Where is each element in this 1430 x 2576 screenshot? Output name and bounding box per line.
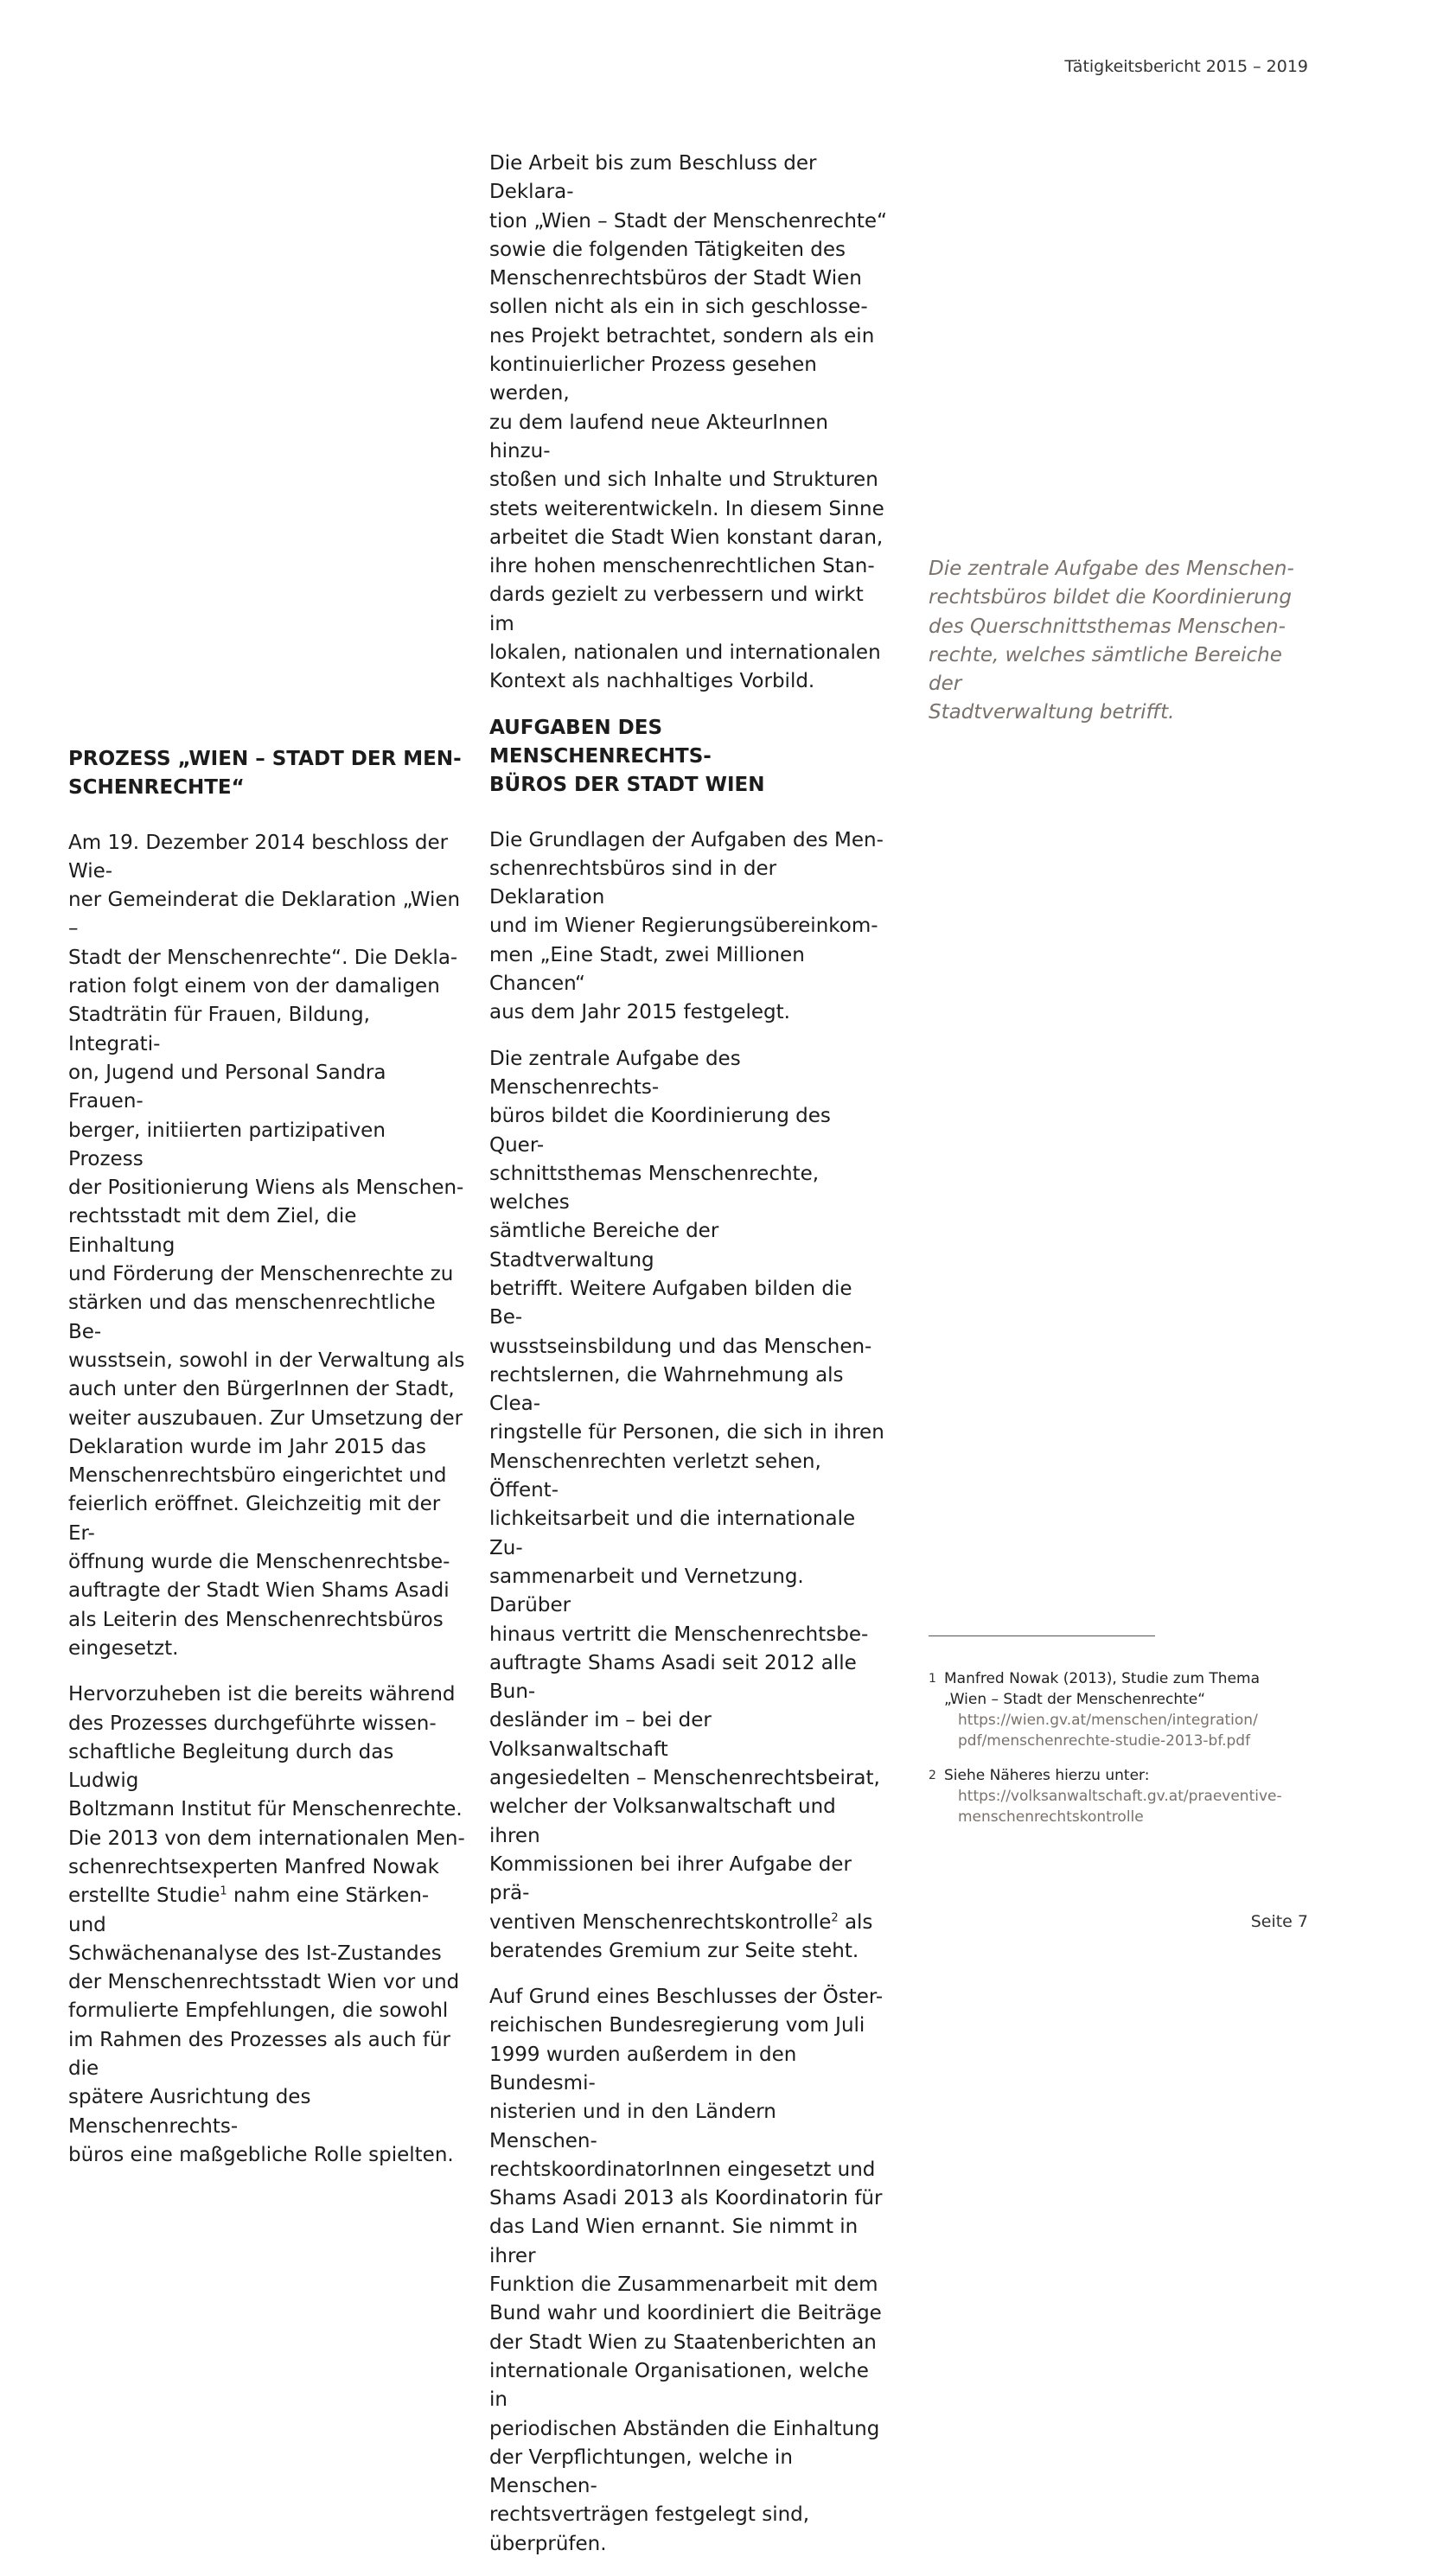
footnote-number: 1 — [929, 1672, 936, 1686]
paragraph-text: nahm eine Stärken- und Schwächenanalyse des Ist-Zustandes der Menschenrechtsstadt Wien vor und formulierte Empfehlungen, die sowohl im Rahmen des Prozesses als auch für die spätere Ausrichtung des Menschenrechts- büros eine maßgebliche Rolle spielten. — [68, 1884, 460, 2166]
middle-column — [489, 150, 887, 2576]
paragraph-text: als beratendes Gremium zur Seite steht. — [489, 1910, 873, 1962]
body-paragraph: Die Grundlagen der Aufgaben des Men- schenrechtsbüros sind in der Deklaration und im Wiener Regierungsübereinkom- men „Eine Stadt, zwei Millionen Chancen“ aus dem Jahr 2015 festgelegt. — [489, 828, 884, 1024]
right-column — [929, 555, 1309, 745]
footnote-item — [929, 1668, 1309, 1751]
paragraph-text: Die zentrale Aufgabe des Menschenrechts- büros bildet die Koordinierung des Quer- schnittsthemas Menschenrechte, welches sämtliche Bereiche der Stadtverwaltung betrifft. Weitere Aufgaben bilden die Be- wusstseinsbildung und das Menschen- rechtslernen, die Wahrnehmung als Clea- ringstelle für Personen, die sich in ihren Menschenrechten verletzt sehen, Öffent- lichkeitsarbeit und die internationale Zu- sammenarbeit und Vernetzung. Darüber hinaus vertritt die Menschenrechtsbe- auftragte Shams Asadi seit 2012 alle Bun- desländer im – bei der Volksanwaltschaft angesiedelten – Menschenrechtsbeirat, welcher der Volksanwaltschaft und ihren Kommissionen bei ihrer Aufgabe der prä- ventiven Menschenrechtskontrolle — [489, 1047, 884, 1934]
footnote-link[interactable]: https://wien.gv.at/menschen/integration/ pdf/menschenrechte-studie-2013-bf.pdf — [958, 1712, 1258, 1750]
footnote-text: Siehe Näheres hierzu unter: — [944, 1767, 1150, 1784]
footnote-number: 2 — [929, 1769, 936, 1782]
footnote-item — [929, 1765, 1309, 1827]
paragraph-text: Hervorzuheben ist die bereits während des Prozesses durchgeführte wissen- schaftliche Begleitung durch das Ludwig Boltzmann Institut für Menschenrechte. Die 2013 von dem internationalen Men- schenrechtsexperten Manfred Nowak erstellte Studie — [68, 1683, 465, 1908]
running-header: Tätigkeitsbericht 2015 – 2019 — [1064, 57, 1308, 76]
pull-quote: Die zentrale Aufgabe des Menschen- rechtsbüros bildet die Koordinierung des Querschnittsthemas Menschen- rechte, welches sämtliche Bereiche der Stadtverwaltung betrifft. — [929, 558, 1294, 724]
page-number: Seite 7 — [1250, 1912, 1308, 1931]
body-paragraph: Am 19. Dezember 2014 beschloss der Wie- ner Gemeinderat die Deklaration „Wien – Stadt der Menschenrechte“. Die Dekla- ration folgt einem von der damaligen Stadträtin für Frauen, Bildung, Integrati- on, Jugend und Personal Sandra Frauen- berger, initiierten partizipativen Prozess der Positionierung Wiens als Menschen- rechtsstadt mit dem Ziel, die Einhaltung und Förderung der Menschenrechte zu stärken und das menschenrechtliche Be- wusstsein, sowohl in der Verwaltung als auch unter den BürgerInnen der Stadt, weiter auszubauen. Zur Umsetzung der Deklaration wurde im Jahr 2015 das Menschenrechtsbüro eingerichtet und feierlich eröffnet. Gleichzeitig mit der Er- öffnung wurde die Menschenrechtsbe- auftragte der Stadt Wien Shams Asadi als Leiterin des Menschenrechtsbüros eingesetzt. — [68, 831, 465, 1660]
section-heading-aufgaben: AUFGABEN DES MENSCHENRECHTS- BÜROS DER STADT WIEN — [489, 716, 765, 797]
footnote-ref[interactable]: 2 — [831, 1910, 839, 1924]
footnote-ref[interactable]: 1 — [220, 1884, 227, 1898]
body-paragraph — [68, 1680, 466, 2170]
left-column — [68, 745, 466, 2187]
body-paragraph: Auf Grund eines Beschlusses der Öster- reichischen Bundesregierung vom Juli 1999 wurden außerdem in den Bundesmi- nisterien und in den Ländern Menschen- rechtskoordinatorInnen eingesetzt und Shams Asadi 2013 als Koordinatorin für das Land Wien ernannt. Sie nimmt in ihrer Funktion die Zusammenarbeit mit dem Bund wahr und koordiniert die Beiträge der Stadt Wien zu Staatenberichten an internationale Organisationen, welche in periodischen Abständen die Einhaltung der Verpflichtungen, welche in Menschen- rechtsverträgen festgelegt sind, überprüfen. — [489, 1986, 884, 2555]
footnotes — [929, 1668, 1309, 1841]
body-paragraph — [489, 1045, 887, 1967]
section-heading-prozess: PROZESS „WIEN – STADT DER MEN- SCHENRECHTE“ — [68, 748, 462, 800]
body-paragraph: Die Arbeit bis zum Beschluss der Deklara- tion „Wien – Stadt der Menschenrechte“ sowie die folgenden Tätigkeiten des Menschenrechtsbüros der Stadt Wien sollen nicht als ein in sich geschlosse- nes Projekt betrachtet, sondern als ein kontinuierlicher Prozess gesehen werden, zu dem laufend neue AkteurInnen hinzu- stoßen und sich Inhalte und Strukturen stets weiterentwickeln. In diesem Sinne arbeitet die Stadt Wien konstant daran, ihre hohen menschenrechtlichen Stan- dards gezielt zu verbessern und wirkt im lokalen, nationalen und internationalen Kontext als nachhaltiges Vorbild. — [489, 152, 887, 693]
footnote-link[interactable]: https://volksanwaltschaft.gv.at/praeventive- menschenrechtskontrolle — [958, 1788, 1282, 1826]
footnote-text: Manfred Nowak (2013), Studie zum Thema „Wien – Stadt der Menschenrechte“ — [944, 1670, 1261, 1708]
